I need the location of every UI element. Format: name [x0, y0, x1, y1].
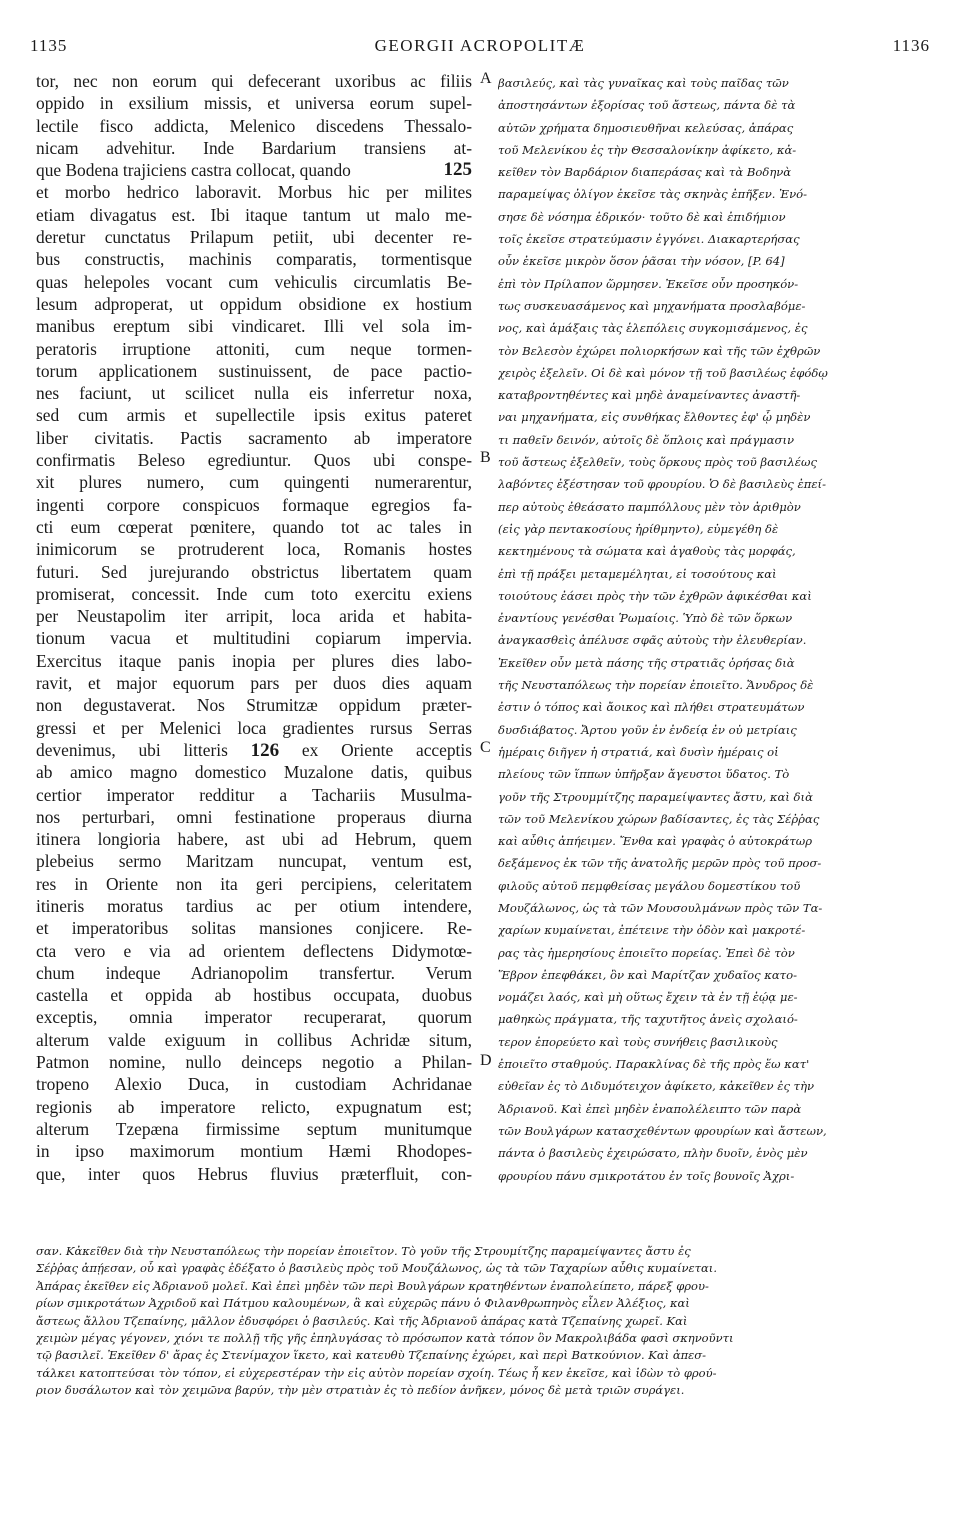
greek-line: πάντα ὁ βασιλεὺς ἐχειρώσατο, πλὴν δυοῖν, ἑνὸς μὲν — [498, 1146, 808, 1161]
latin-line: regionis ab imperatore relicto, expugnatum est; — [36, 1096, 472, 1117]
margin-marker-a: A — [480, 70, 492, 87]
footnote-line: ρίων σμικροτάτων Ἀχριδοῦ καὶ Πάτμου καλουμένων, ἃ καὶ εὐχερῶς πάνυ ὁ Φιλανθρωπηνὸς εἶλεν Ἀλέξιος, καὶ — [36, 1296, 690, 1311]
latin-line: exceptis, omnia imperator recuperarat, quorum — [36, 1007, 472, 1028]
footnote-greek-block — [36, 1243, 920, 1400]
greek-line: τι παθεῖν δεινόν, αὐτοῖς δὲ ὅπλοις καὶ πράγμασιν — [498, 432, 795, 447]
latin-line: promiserat, concessit. Inde cum toto exercitu exiens — [36, 583, 472, 604]
greek-line: τοιούτους ἐάσει πρὸς τὴν τῶν ἐχθρῶν ἀφικέσθαι καὶ — [498, 588, 812, 603]
footnote-line: ἄστεως ἄλλου Τζεπαίνης, μᾶλλον ἐδυσφόρει ὁ βασιλεύς. Καὶ τῆς Ἀδριανοῦ ἀπάρας κατὰ Τζεπαίνης χωρεῖ. Καὶ — [36, 1313, 688, 1328]
greek-line: κεῖθεν τὸν Βαρδάριον διαπεράσας καὶ τὰ Βοδηνὰ — [498, 165, 792, 180]
greek-line: νομάζει λαός, καὶ μὴ οὕτως ἔχειν τὰ ἐν τῇ ἑῴᾳ με- — [498, 990, 798, 1005]
greek-line: Μουζάλωνος, ὡς τὰ τῶν Μουσουλμάνων πρὸς τῶν Τα- — [498, 900, 823, 915]
latin-line: itinera longioria habere, ast ubi ad Hebrum, quem — [36, 829, 472, 850]
greek-line: τὸν Βελεσὸν ἐχώρει πολιορκήσων καὶ τῆς τῶν ἐχθρῶν — [498, 343, 821, 358]
latin-line: itineris moratus tardius ac per otium intendere, — [36, 895, 472, 916]
latin-line: tionum vacua et multitudini copiarum impervia. — [36, 628, 472, 649]
greek-line: κεκτημένους τὰ σώματα καὶ ἀγαθοὺς τὰς μορφάς, — [498, 544, 796, 559]
latin-line: xit plures numero, cum quingenti numerarentur, — [36, 472, 472, 493]
latin-line: nos perturbari, omni festinatione properaus diurna — [36, 806, 472, 827]
greek-line: ἐστιν ὁ τόπος καὶ ἄοικος καὶ πλήθει στρατευμάτων — [498, 700, 805, 715]
greek-line: τως συσκευασάμενος καὶ μηχανήματα προσλαβόμε- — [498, 298, 806, 313]
footnote-line: ριον δυσάλωτον καὶ τὸν χειμῶνα βαρύν, τὴν μὲν στρατιὰν ἐς τὸ πεδίον ἀνῆκεν, μόνος δὲ μετὰ τριῶν συράγει. — [36, 1383, 685, 1398]
margin-marker-d: D — [480, 1052, 492, 1069]
greek-line: γοῦν τῆς Στρουμμίτζης παραμείψαντες ἄστυ, καὶ διὰ — [498, 789, 813, 804]
greek-line: ἐπὶ τὸν Πρίλαπον ὥρμησεν. Ἐκεῖσε οὖν προσηκόν- — [498, 276, 799, 291]
latin-line: plebeius sermo Maritzam nuncupat, ventum est, — [36, 851, 472, 872]
greek-line: ἐποιεῖτο σταθμούς. Παρακλίνας δὲ τῆς πρὸς ἕω κατ' — [498, 1057, 810, 1072]
greek-line: βασιλεύς, καὶ τὰς γυναῖκας καὶ τοὺς παῖδας τῶν — [498, 76, 789, 90]
footnote-line: τάλκει κατοπτεύσαι τὸν τόπον, εἰ εὐχερεστέραν τὴν εἰς αὐτὸν πορείαν σχοίη. Τέως ἦ κεν ἐκεῖσε, καὶ ἰδὼν τὸ φρού- — [36, 1365, 717, 1380]
latin-line: quas helepoles vocant cum vehiculis circumlatis Be- — [36, 271, 472, 292]
chapter-number-125: 125 — [443, 159, 472, 181]
latin-line: per Neustapolim iter arripit, loca arida et habita- — [36, 606, 472, 627]
latin-line: nes faciunt, ut scilicet nulla eis inferretur noxa, — [36, 383, 472, 404]
footnote-line: Σέῤῥας ἀπῄεσαν, οὗ καὶ γραφὰς ἐδέξατο ὁ βασιλεὺς πρὸς τοῦ Μουζάλωνος, ὡς τὰ τῶν Ταχαρίων αὖθις κυμαίνεται. — [36, 1261, 717, 1276]
greek-line: λαβόντες ἐξέστησαν τοῦ φρουρίου. Ὁ δὲ βασιλεὺς ἐπεί- — [498, 477, 826, 492]
greek-line: οὖν ἐκεῖσε μικρὸν ὅσον ῥᾶσαι τὴν νόσον, [P. 64] — [498, 254, 785, 269]
latin-line: chum indeque Adrianopolim transfertur. Verum — [36, 962, 472, 983]
latin-line: alterum valde exiguum in collibus Achridæ situm, — [36, 1029, 472, 1050]
greek-line: καὶ αὖθις ἀπήειμεν. Ἔνθα καὶ γραφὰς ὁ αὐτοκράτωρ — [498, 834, 813, 849]
greek-line: εὐθεῖαν ἐς τὸ Διδυμότειχον ἀφίκετο, κἀκεῖθεν ἐς τὴν — [498, 1079, 815, 1094]
greek-line: αὐτῶν χρήματα δημοσιευθῆναι κελεύσας, ἀπάρας — [498, 120, 794, 135]
margin-marker-b: B — [480, 449, 491, 466]
latin-line: gressi et per Melenici loca gradientes rursus Serras — [36, 717, 472, 738]
latin-line-text: devenimus, ubi litteris — [36, 739, 251, 760]
greek-line: τῆς Νευσταπόλεως τὴν πορείαν ἐποιεῖτο. Ἄνυδρος δὲ — [498, 678, 814, 693]
latin-line: in ipso maximorum montium Hæmi Rhodopes- — [36, 1141, 472, 1162]
greek-column — [498, 72, 920, 1187]
page-number-right: 1136 — [892, 36, 930, 55]
greek-line: ναι μηχανήματα, εἰς συνθήκας ἔλθοντες ἐφ' ᾧ μηδὲν — [498, 410, 811, 425]
latin-line: ab amico magno domestico Muzalone datis, quibus — [36, 762, 472, 783]
greek-line: τερον ἐπορεύετο καὶ τοὺς συνήθεις βασιλικοὺς — [498, 1034, 778, 1049]
latin-line: etiam divagatus est. Ibi itaque tantum ut malo me- — [36, 204, 472, 225]
margin-marker-c: C — [480, 739, 491, 756]
latin-column — [36, 70, 472, 1185]
latin-line: liber civitatis. Pactis sacramento ab imperatore — [36, 427, 472, 448]
latin-line: futuri. Sed jurejurando obstrictus libertatem quam — [36, 561, 472, 582]
greek-line: (εἰς γὰρ πεντακοσίους ἠρίθμηντο), εὐμεγέθη δὲ — [498, 521, 779, 536]
latin-line: confirmatis Beleso egrediuntur. Quos ubi conspe- — [36, 450, 472, 471]
latin-line: et imperatoribus solitas mansiones conjicere. Re- — [36, 918, 472, 939]
latin-line: tropeno Alexio Duca, in custodiam Achridanae — [36, 1074, 472, 1095]
greek-line: χειρὸς ἐξελεῖν. Οἱ δὲ καὶ μόνον τῇ τοῦ βασιλέως ἐφόδῳ — [498, 365, 828, 380]
chapter-number-126: 126 — [250, 739, 280, 761]
latin-line: tor, nec non eorum qui defecerant uxoribus ac filiis — [36, 71, 472, 91]
latin-line — [36, 739, 472, 761]
page-number-left: 1135 — [30, 36, 68, 55]
greek-line: ἀποστησάντων ἐξορίσας τοῦ ἄστεως, πάντα δὲ τὰ — [498, 98, 796, 113]
latin-line: que, inter quos Hebrus fluvius præterfluit, con- — [36, 1163, 472, 1184]
greek-line: δεξάμενος ἐκ τῶν τῆς ἀνατολῆς μερῶν πρὸς τοῦ προσ- — [498, 856, 822, 871]
greek-line: ἐναντίους γενέσθαι Ῥωμαίοις. Ὑπὸ δὲ τῶν ὅρκων — [498, 611, 793, 626]
latin-line: peratoris irruptione attoniti, cum neque tormen- — [36, 338, 472, 359]
greek-line: τῶν τοῦ Μελενίκου χώρων βαδίσαντες, ἐς τὰς Σέῤῥας — [498, 811, 820, 826]
latin-line: lesum adproperat, ut oppidum obsidione ex hostium — [36, 293, 472, 314]
footnote-line: τῷ βασιλεῖ. Ἐκεῖθεν δ' ἄρας ἐς Στενίμαχον ἵκετο, καὶ κατευθὺ Τζεπαίνης ἐχώρει, καὶ περὶ Βατκούνιον. Καὶ ἀπεσ- — [36, 1348, 707, 1363]
latin-line: cti eum cœperat pœnitere, quando tot ac tales in — [36, 516, 472, 537]
latin-line: nicam advehitur. Inde Bardarium transiens at- — [36, 137, 472, 158]
greek-line: Ἕβρον ἐπεφθάκει, ὃν καὶ Μαρίτζαν χυδαῖος κατο- — [498, 967, 797, 982]
latin-line: certior imperator redditur a Tachariis Musulma- — [36, 784, 472, 805]
greek-line: φιλοῦς αὐτοῦ πεμφθείσας μεγάλου δομεστίκου τοῦ — [498, 878, 801, 893]
latin-line: oppido in exsilium missis, et universa eorum supel- — [36, 93, 472, 114]
latin-line: inimicorum se protruderent loca, Romanis hostes — [36, 539, 472, 560]
latin-line: sed cum armis et supellectile ipsis exitus pateret — [36, 405, 472, 426]
footnote-line: Ἀπάρας ἐκεῖθεν εἰς Ἀδριανοῦ μολεῖ. Καὶ ἐπεὶ μηδὲν τῶν περὶ Βουλγάρων κρατηθέντων ἐναπολείπετο, πάρεξ φρου- — [36, 1278, 709, 1293]
latin-line: castella et oppida ab hostibus occupata, duobus — [36, 985, 472, 1006]
greek-line: μαθηκὼς πράγματα, τῆς ταχυτῆτος ἀνεὶς σχολαιό- — [498, 1012, 798, 1027]
greek-line: φρουρίου πάνυ σμικροτάτου ἐν τοῖς βουνοῖς Ἀχρι- — [498, 1168, 795, 1183]
greek-line: τῶν Βουλγάρων κατασχεθέντων φρουρίων καὶ ἄστεων, — [498, 1123, 827, 1138]
latin-line-text: ex Oriente acceptis — [279, 739, 472, 760]
latin-line: non degustaverat. Nos Strumitzæ oppidum præter- — [36, 695, 472, 716]
greek-line: σησε δὲ νόσημα ἑδρικόν· τοῦτο δὲ καὶ ἐπιδήμιον — [498, 209, 786, 224]
greek-line: ρας τὰς ἡμερησίους ἐποιεῖτο πορείας. Ἐπεὶ δὲ τὸν — [498, 945, 795, 960]
latin-line: deretur cunctatus Prilapum petiit, ubi decenter re- — [36, 227, 472, 248]
greek-line: παραμείψας ὀλίγον ἐκεῖσε τὰς σκηνὰς ἐπῆξεν. Ἐνό- — [498, 187, 808, 202]
latin-line: torum applicationem sustinuissent, de pace pactio- — [36, 360, 472, 381]
greek-line: Ἐκεῖθεν οὖν μετὰ πάσης τῆς στρατιᾶς ὁρήσας διὰ — [498, 655, 795, 670]
latin-line: res in Oriente non ita geri percipiens, celeritatem — [36, 873, 472, 894]
latin-line: alterum Tzepæna firmissime septum munitumque — [36, 1118, 472, 1139]
greek-line: χαρίων κυμαίνεται, ἐπέτεινε τὴν ὁδὸν καὶ μακροτέ- — [498, 923, 806, 938]
running-title: GEORGII ACROPOLITÆ — [374, 36, 586, 55]
greek-line: τοῦ ἄστεως ἐξελθεῖν, τοὺς ὅρκους πρὸς τοῦ βασιλέως — [498, 455, 817, 470]
latin-line: manibus ereptum sibi vindicaret. Illi vel sola im- — [36, 316, 472, 337]
latin-line: bus constructis, machinis comparatis, tormentisque — [36, 249, 472, 270]
greek-line: τοῖς ἐκεῖσε στρατεύμασιν ἐγγόνει. Διακαρτερήσας — [498, 232, 800, 247]
latin-line — [36, 159, 472, 181]
latin-line: Exercitus itaque panis inopia per plures dies labo- — [36, 650, 472, 671]
greek-line: τοῦ Μελενίκου ἐς τὴν Θεσσαλονίκην ἀφίκετο, κἀ- — [498, 142, 797, 157]
greek-line: περ αὐτοὺς ἐθεάσατο παμπόλλους μὲν τὸν ἀριθμὸν — [498, 499, 801, 514]
latin-line: et morbo hedrico laboravit. Morbus hic per milites — [36, 182, 472, 203]
footnote-line: σαν. Κἀκεῖθεν διὰ τὴν Νευσταπόλεως τὴν πορείαν ἐποιεῖτον. Τὸ γοῦν τῆς Στρουμίτζης παραμείψαντες ἄστυ ἐς — [36, 1244, 691, 1258]
greek-line: Ἀδριανοῦ. Καὶ ἐπεὶ μηδὲν ἐναπολέλειπτο τῶν παρὰ — [498, 1101, 802, 1116]
latin-line: cta vero e via ad orientem deflectens Didymotœ- — [36, 940, 472, 961]
greek-line: ἡμέραις διῆγεν ἡ στρατιά, καὶ δυσὶν ἡμέραις οἱ — [498, 744, 779, 759]
latin-line: Patmon nomine, nullo deinceps negotio a Philan- — [36, 1052, 472, 1073]
greek-line: ἀναγκασθεὶς ἀπέλυσε σφᾶς αὐτοὺς τὴν ἐλευθερίαν. — [498, 633, 807, 648]
running-header — [30, 36, 930, 60]
latin-line: lectile fisco addicta, Melenico discedens Thessalo- — [36, 115, 472, 136]
greek-line: καταβροντηθέντες καὶ μηδὲ ἀναμείναντες ἀναστῆ- — [498, 388, 801, 403]
greek-line: νος, καὶ ἁμάξαις τὰς ἑλεπόλεις συγκομισάμενος, ἐς — [498, 321, 808, 336]
greek-line: πλείους τῶν ἵππων ὑπῆρξαν ἄγευστοι ὕδατος. Τὸ — [498, 767, 790, 782]
greek-line: ἐπὶ τῇ πράξει μεταμεμέληται, εἰ τοσούτους καὶ — [498, 566, 777, 581]
latin-line: ingenti corpore conspicuos formaque egregios fa- — [36, 494, 472, 515]
latin-line-text: que Bodena trajiciens castra collocat, quando — [36, 160, 351, 181]
footnote-line: χειμὼν μέγας γέγονεν, χιόνι τε πολλῇ τῆς γῆς ἐπηλυγάσας τὸ πρόσωπον κατὰ τόπον ὃν Μακρολιβάδα φασὶ σκηνοῦντι — [36, 1330, 734, 1345]
latin-line: ravit, et major equorum pars per duos dies aquam — [36, 673, 472, 694]
greek-line: δυσδιάβατος. Ἄρτου γοῦν ἐν ἐνδείᾳ ἐν οὐ μετρίαις — [498, 722, 797, 737]
